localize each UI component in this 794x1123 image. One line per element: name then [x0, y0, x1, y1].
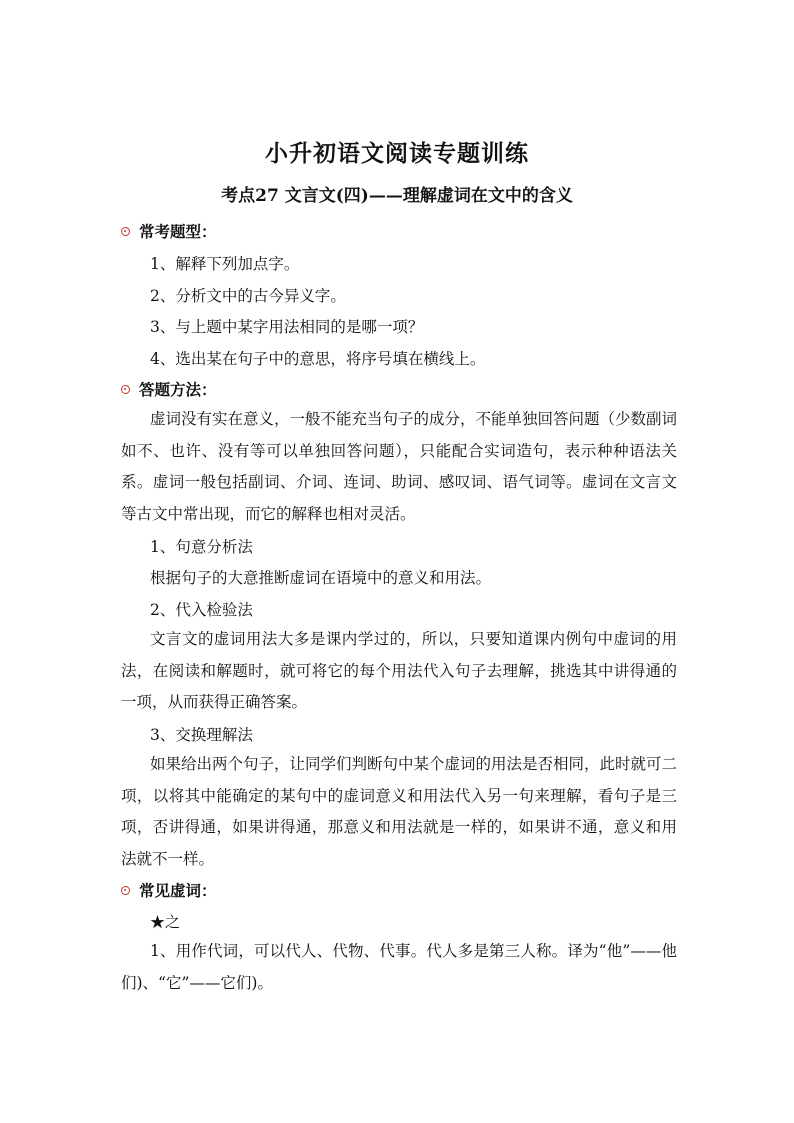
- bullet-icon: [121, 886, 130, 895]
- section-heading-text: 答题方法：: [139, 380, 217, 399]
- page-subtitle: 考点27 文言文(四)——理解虚词在文中的含义: [221, 186, 573, 206]
- method-intro-paragraph: 虚词没有实在意义，一般不能充当句子的成分，不能单独回答问题（少数副词如不、也许、没有等可以单独回答问题），只能配合实词造句，表示种种语法关系。虚词一般包括副词、介词、连词、助词、感叹词、语气词等。虚词在文言文等古文中常出现，而它的解释也相对灵活。: [121, 410, 678, 523]
- bullet-icon: [121, 385, 130, 394]
- section-heading-text: 常考题型：: [139, 222, 217, 241]
- section-heading-text: 常见虚词：: [139, 881, 217, 900]
- method-2-title: 2、代入检验法: [150, 601, 253, 619]
- method-1-title: 1、句意分析法: [150, 538, 253, 556]
- section-heading-method: [121, 379, 217, 401]
- star-item: ★之: [150, 913, 181, 931]
- bullet-icon: [121, 227, 130, 236]
- section-heading-types: [121, 221, 217, 243]
- list-item: 3、与上题中某字用法相同的是哪一项？: [150, 318, 424, 336]
- method-1-text: 根据句子的大意推断虚词在语境中的意义和用法。: [150, 569, 492, 587]
- common-item-1-paragraph: 1、用作代词，可以代人、代物、代事。代人多是第三人称。译为“他”——他们)、“它”——它们)。: [121, 942, 677, 992]
- list-item: 4、选出某在句子中的意思，将序号填在横线上。: [150, 350, 486, 368]
- list-item: 1、解释下列加点字。: [150, 255, 300, 273]
- list-item: 2、分析文中的古今异义字。: [150, 287, 346, 305]
- method-3-title: 3、交换理解法: [150, 726, 253, 744]
- method-3-paragraph: 如果给出两个句子，让同学们判断句中某个虚词的用法是否相同，此时就可二项，以将其中能确定的某句中的虚词意义和用法代入另一句来理解，看句子是三项，否讲得通，如果讲得通，那意义和用法就是一样的，如果讲不通，意义和用法就不一样。: [121, 755, 678, 868]
- page-title: 小升初语文阅读专题训练: [265, 140, 529, 167]
- method-2-paragraph: 文言文的虚词用法大多是课内学过的，所以，只要知道课内例句中虚词的用法，在阅读和解题时，就可将它的每个用法代入句子去理解，挑选其中讲得通的一项，从而获得正确答案。: [121, 630, 677, 712]
- section-heading-common: [121, 880, 217, 902]
